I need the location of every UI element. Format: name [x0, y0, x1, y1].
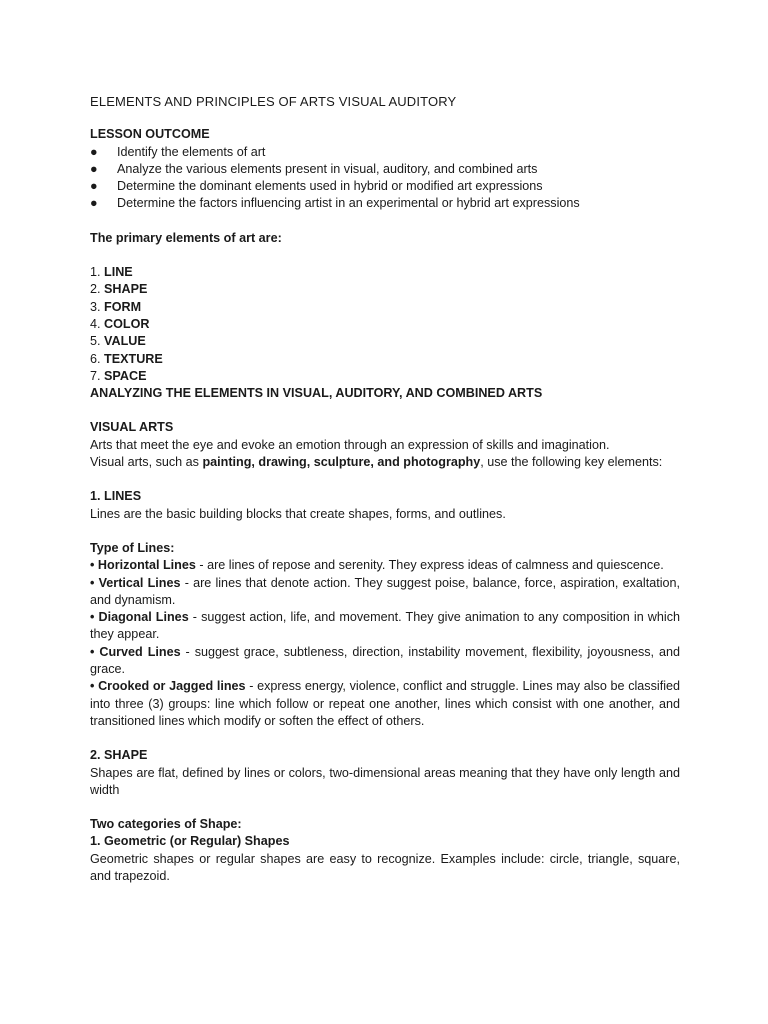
- list-item: 5. VALUE: [90, 334, 146, 349]
- list-item: ● Analyze the various elements present in visual, auditory, and combined arts: [90, 161, 680, 178]
- lesson-outcome-section: [90, 126, 680, 212]
- line-type-vertical: • Vertical Lines - are lines that denote action. They suggest poise, balance, force, aspiration, exaltation, and dynamism.: [90, 575, 681, 607]
- shape-heading: 2. SHAPE: [90, 748, 148, 763]
- shape-categories-section: [90, 816, 680, 885]
- list-item: 4. COLOR: [90, 316, 150, 331]
- lines-heading: 1. LINES: [90, 489, 142, 504]
- line-type-curved: • Curved Lines - suggest grace, subtleness, direction, instability movement, flexibility, joyousness, and grace.: [90, 644, 680, 677]
- list-item: 6. TEXTURE: [90, 351, 163, 366]
- visual-arts-heading: VISUAL ARTS: [90, 420, 174, 435]
- list-item: 1. LINE: [90, 265, 133, 280]
- line-types-section: [90, 540, 680, 730]
- line-type-crooked: • Crooked or Jagged lines - express energy, violence, conflict and struggle. Lines may also be classified into three (3) groups: line which follow or repeat one another, lines which consist with one another, and transitioned lines which modify or soften the effect of others.: [90, 679, 680, 728]
- bullet-icon: ●: [90, 179, 98, 194]
- list-item: 2. SHAPE: [90, 282, 148, 297]
- geometric-shapes-description: Geometric shapes or regular shapes are easy to recognize. Examples include: circle, triangle, square, and trapezoid.: [90, 851, 680, 883]
- lesson-outcome-list: [90, 144, 680, 213]
- list-item: ● Determine the factors influencing artist in an experimental or hybrid art expressions: [90, 195, 680, 212]
- list-item: ● Determine the dominant elements used in hybrid or modified art expressions: [90, 178, 680, 195]
- analyzing-heading: ANALYZING THE ELEMENTS IN VISUAL, AUDITORY, AND COMBINED ARTS: [90, 386, 543, 401]
- line-types-heading: Type of Lines:: [90, 540, 175, 555]
- shape-section: [90, 747, 680, 799]
- visual-arts-definition: Arts that meet the eye and evoke an emotion through an expression of skills and imagination.: [90, 437, 610, 452]
- primary-elements-list: [90, 264, 680, 385]
- line-type-horizontal: • Horizontal Lines - are lines of repose and serenity. They express ideas of calmness and quiescence.: [90, 558, 664, 573]
- shape-categories-heading: Two categories of Shape:: [90, 817, 242, 832]
- lines-section: [90, 488, 680, 523]
- line-type-diagonal: • Diagonal Lines - suggest action, life, and movement. They give animation to any composition in which they appear.: [90, 610, 681, 642]
- geometric-shapes-heading: 1. Geometric (or Regular) Shapes: [90, 834, 290, 849]
- bullet-icon: ●: [90, 144, 98, 159]
- bullet-icon: ●: [90, 196, 98, 211]
- shape-definition: Shapes are flat, defined by lines or colors, two-dimensional areas meaning that they have only length and width: [90, 765, 680, 797]
- document-page: [90, 93, 680, 885]
- visual-arts-intro: Visual arts, such as painting, drawing, sculpture, and photography, use the following key elements:: [90, 455, 663, 470]
- bullet-icon: ●: [90, 161, 98, 176]
- visual-arts-section: [90, 419, 680, 471]
- lines-definition: Lines are the basic building blocks that create shapes, forms, and outlines.: [90, 506, 506, 521]
- lesson-outcome-heading: LESSON OUTCOME: [90, 127, 210, 142]
- primary-elements-heading: The primary elements of art are:: [90, 230, 282, 245]
- list-item: 7. SPACE: [90, 368, 147, 383]
- list-item: 3. FORM: [90, 299, 142, 314]
- list-item: ● Identify the elements of art: [90, 144, 680, 161]
- document-title: ELEMENTS AND PRINCIPLES OF ARTS VISUAL AUDITORY: [90, 94, 457, 109]
